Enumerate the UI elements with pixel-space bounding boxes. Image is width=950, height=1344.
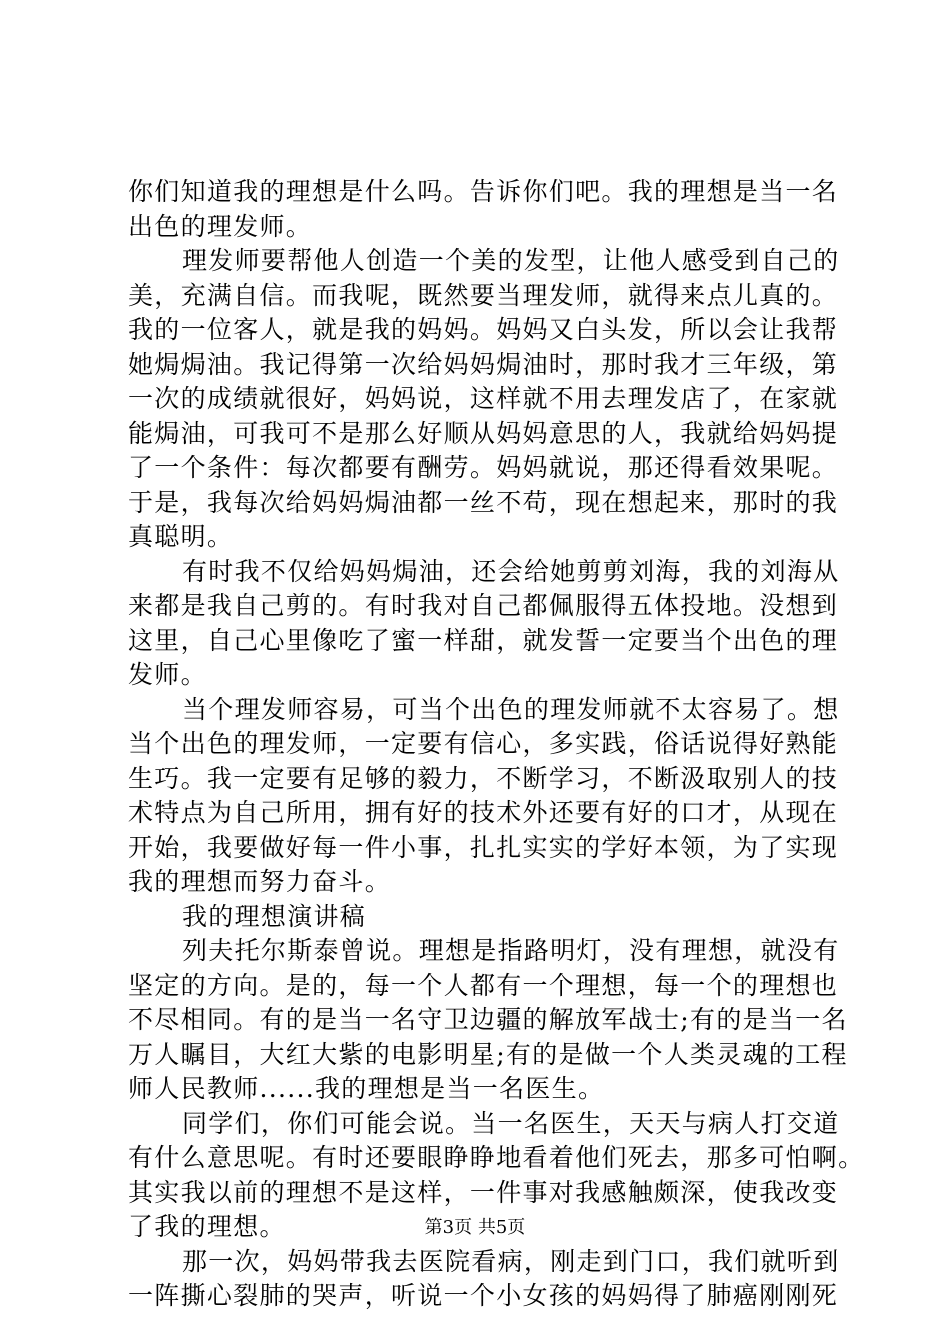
text-line: 生巧。我一定要有足够的毅力，不断学习，不断汲取别人的技 <box>128 763 839 793</box>
text-line: 我的理想演讲稿 <box>182 901 367 931</box>
section-heading <box>128 900 832 935</box>
page-number-footer: 第3页 共5页 <box>424 1217 526 1238</box>
text-line: 我的理想而努力奋斗。 <box>128 867 392 896</box>
text-line: 一阵撕心裂肺的哭声，听说一个小女孩的妈妈得了肺癌刚刚死 <box>128 1281 839 1310</box>
text-line: 其实我以前的理想不是这样，一件事对我感触颇深，使我改变 <box>128 1177 839 1207</box>
text-line: 列夫托尔斯泰曾说。理想是指路明灯，没有理想，就没有 <box>182 936 840 965</box>
document-body <box>128 175 865 1314</box>
text-line: 不尽相同。有的是当一名守卫边疆的解放军战士;有的是当一名 <box>128 1005 848 1034</box>
text-line: 了我的理想。 <box>128 1212 286 1241</box>
text-line: 坚定的方向。是的，每一个人都有一个理想，每一个的理想也 <box>128 970 839 1000</box>
text-line: 真聪明。 <box>128 522 234 551</box>
text-line: 能焗油，可我可不是那么好顺从妈妈意思的人，我就给妈妈提 <box>128 418 839 448</box>
paragraph-7 <box>128 1245 840 1314</box>
paragraph-3 <box>128 555 840 693</box>
text-line: 理发师要帮他人创造一个美的发型，让他人感受到自己的 <box>182 246 840 275</box>
text-line: 于是，我每次给妈妈焗油都一丝不苟，现在想起来，那时的我 <box>128 487 839 517</box>
text-line: 我的一位客人，就是我的妈妈。妈妈又白头发，所以会让我帮 <box>128 315 839 344</box>
paragraph-5 <box>128 934 848 1107</box>
text-line: 美，充满自信。而我呢，既然要当理发师，就得来点儿真的。 <box>128 280 839 310</box>
text-line: 师人民教师......我的理想是当一名医生。 <box>128 1074 605 1103</box>
text-line: 有什么意思呢。有时还要眼睁睁地看着他们死去，那多可怕啊。 <box>128 1143 865 1172</box>
text-line: 发师。 <box>128 660 207 689</box>
paragraph-2 <box>128 244 840 555</box>
text-line: 来都是我自己剪的。有时我对自己都佩服得五体投地。没想到 <box>128 591 839 620</box>
text-line: 当个理发师容易，可当个出色的理发师就不太容易了。想 <box>182 694 840 724</box>
text-line: 有时我不仅给妈妈焗油，还会给她剪剪刘海，我的刘海从 <box>182 556 840 586</box>
text-line: 万人瞩目，大红大紫的电影明星;有的是做一个人类灵魂的工程 <box>128 1039 848 1069</box>
text-line: 术特点为自己所用，拥有好的技术外还要有好的口才，从现在 <box>128 798 839 827</box>
text-line: 一次的成绩就很好，妈妈说，这样就不用去理发店了，在家就 <box>128 384 839 413</box>
text-line: 开始，我要做好每一件小事，扎扎实实的学好本领，为了实现 <box>128 832 839 862</box>
paragraph-1 <box>128 175 839 244</box>
text-line: 同学们，你们可能会说。当一名医生，天天与病人打交道 <box>182 1108 840 1138</box>
text-line: 了一个条件：每次都要有酬劳。妈妈就说，那还得看效果呢。 <box>128 453 839 482</box>
text-line: 那一次，妈妈带我去医院看病，刚走到门口，我们就听到 <box>182 1246 840 1276</box>
text-line: 这里，自己心里像吃了蜜一样甜，就发誓一定要当个出色的理 <box>128 625 839 655</box>
text-line: 你们知道我的理想是什么吗。告诉你们吧。我的理想是当一名 <box>128 177 839 206</box>
paragraph-4 <box>128 693 840 900</box>
text-line: 她焗焗油。我记得第一次给妈妈焗油时，那时我才三年级，第 <box>128 349 839 379</box>
text-line: 出色的理发师。 <box>128 211 313 241</box>
text-line: 当个出色的理发师，一定要有信心，多实践，俗话说得好熟能 <box>128 729 839 758</box>
